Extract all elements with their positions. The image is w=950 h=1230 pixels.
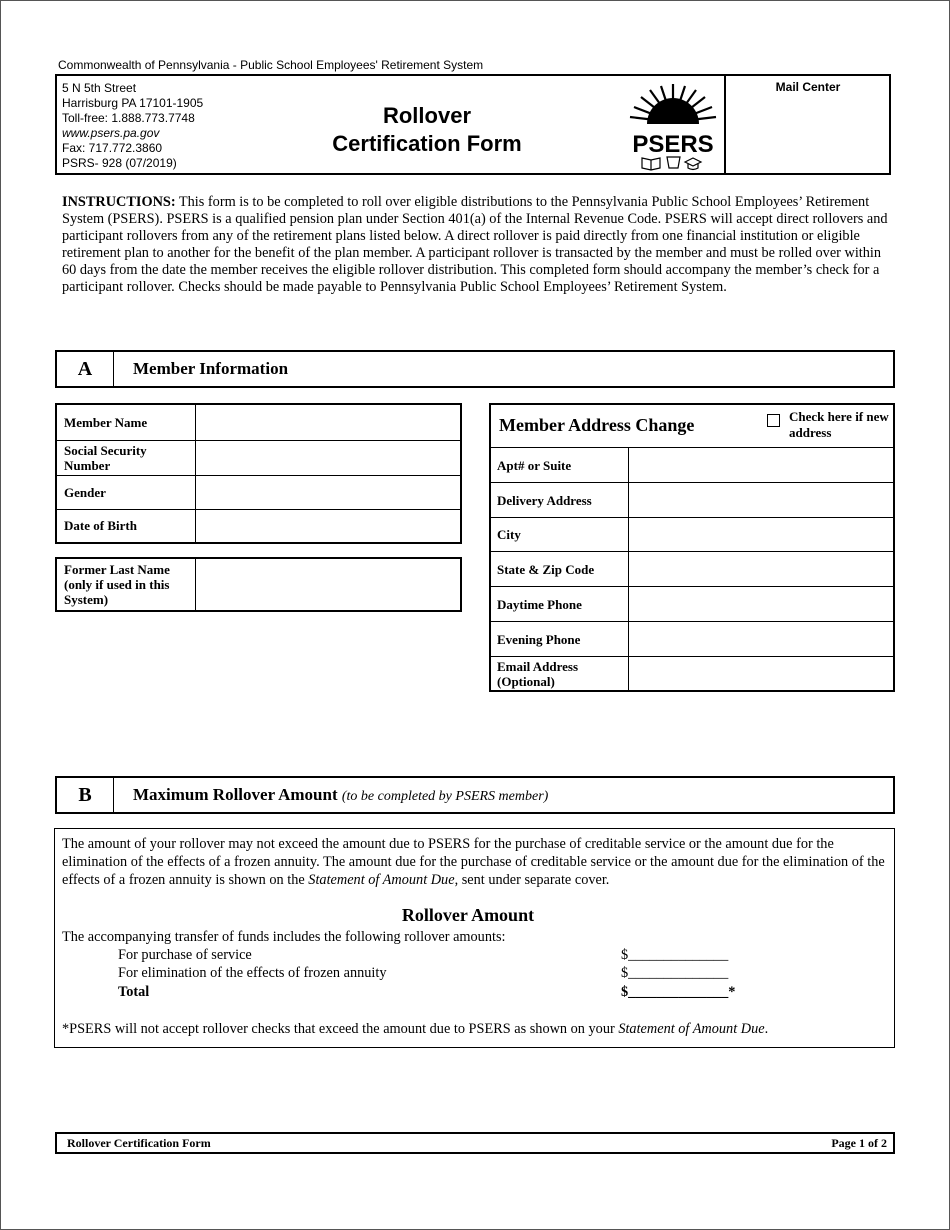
table-row <box>490 587 895 622</box>
logo-text: PSERS <box>632 131 714 158</box>
form-title-line1: Rollover <box>382 103 472 128</box>
ssn-field[interactable] <box>195 440 461 475</box>
address-change-title: Member Address Change <box>499 415 695 435</box>
former-name-field[interactable] <box>195 558 461 611</box>
agency-name: Commonwealth of Pennsylvania - Public School Employees' Retirement System <box>58 58 484 72</box>
table-row <box>56 558 461 611</box>
statement-of-amount-due: Statement of Amount Due <box>308 872 455 888</box>
footer-form-name: Rollover Certification Form <box>67 1136 211 1150</box>
header-box <box>55 74 891 175</box>
rollover-intro: The accompanying transfer of funds includes the following rollover amounts: <box>62 929 506 945</box>
evening-phone-field[interactable] <box>629 622 895 657</box>
dob-label: Date of Birth <box>56 509 195 543</box>
table-row <box>56 509 461 543</box>
purchase-service-label: For purchase of service <box>118 947 252 963</box>
apt-label: Apt# or Suite <box>490 448 629 483</box>
table-row <box>490 483 895 518</box>
former-name-label: Former Last Name (only if used in this System) <box>56 558 195 611</box>
section-a-header <box>55 350 895 388</box>
instructions <box>62 194 890 296</box>
page-footer <box>55 1132 895 1154</box>
total-amount[interactable]: $______________* <box>621 984 736 1000</box>
psers-logo <box>627 80 719 172</box>
table-row <box>56 440 461 475</box>
footer-page-number: Page 1 of 2 <box>831 1136 887 1150</box>
table-row <box>490 552 895 587</box>
section-b-subtitle: (to be completed by PSERS member) <box>341 789 549 804</box>
header-divider <box>724 76 726 173</box>
section-b-header <box>55 776 895 814</box>
evening-phone-label: Evening Phone <box>490 622 629 657</box>
section-b-title-text: Maximum Rollover Amount <box>133 785 338 804</box>
gender-label: Gender <box>56 475 195 509</box>
contact-tollfree: Toll-free: 1.888.773.7748 <box>62 111 195 125</box>
contact-street: 5 N 5th Street <box>62 81 137 95</box>
frozen-annuity-amount[interactable]: $______________ <box>621 965 729 981</box>
city-label: City <box>490 518 629 552</box>
section-a-letter: A <box>57 352 114 386</box>
rollover-amount-box <box>54 828 895 1048</box>
email-label: Email Address (Optional) <box>490 657 629 692</box>
state-zip-label: State & Zip Code <box>490 552 629 587</box>
address-change-box <box>489 403 895 692</box>
table-row <box>490 448 895 483</box>
delivery-address-field[interactable] <box>629 483 895 518</box>
section-b-letter: B <box>57 778 114 812</box>
rollover-explanation-part1: The amount of your rollover may not exceed the amount due to PSERS for the purchase of creditable service or the amount due for the elimination of the effects of a frozen annuity. The amount due for the purchase of creditable service or the amount due for the elimination of the effects of a frozen annuity is shown on the <box>62 836 885 888</box>
gender-field[interactable] <box>195 475 461 509</box>
frozen-annuity-label: For elimination of the effects of frozen annuity <box>118 965 387 981</box>
instructions-label: INSTRUCTIONS: <box>62 194 176 210</box>
rollover-amount-heading: Rollover Amount <box>401 905 535 925</box>
contact-city: Harrisburg PA 17101-1905 <box>62 96 204 110</box>
new-address-checkbox[interactable] <box>767 414 780 427</box>
table-row <box>56 475 461 509</box>
daytime-phone-field[interactable] <box>629 587 895 622</box>
address-table <box>489 447 895 692</box>
note-statement-of-amount-due: Statement of Amount Due <box>618 1021 765 1037</box>
contact-block <box>62 81 203 171</box>
table-row <box>490 518 895 552</box>
form-number: PSRS- 928 (07/2019) <box>62 156 177 170</box>
table-row <box>490 622 895 657</box>
rollover-explanation-part2: , sent under separate cover. <box>454 872 610 888</box>
table-row <box>490 657 895 692</box>
rollover-explanation <box>62 835 888 889</box>
form-title-line2: Certification Form <box>332 131 522 156</box>
new-address-checkbox-label: Check here if new address <box>789 409 889 440</box>
rollover-note-part1: *PSERS will not accept rollover checks that exceed the amount due to PSERS as shown on your <box>62 1021 619 1037</box>
form-title <box>297 102 557 158</box>
total-label: Total <box>118 984 150 1000</box>
delivery-address-label: Delivery Address <box>490 483 629 518</box>
dob-field[interactable] <box>195 509 461 543</box>
rollover-note <box>62 1021 768 1038</box>
address-change-header <box>491 405 893 448</box>
member-info-table <box>55 403 462 544</box>
member-name-label: Member Name <box>56 404 195 440</box>
contact-website[interactable]: www.psers.pa.gov <box>62 126 160 140</box>
state-zip-field[interactable] <box>629 552 895 587</box>
purchase-service-amount[interactable]: $______________ <box>621 947 729 963</box>
mail-center-label: Mail Center <box>775 80 841 94</box>
daytime-phone-label: Daytime Phone <box>490 587 629 622</box>
section-b-title <box>133 778 548 814</box>
ssn-label: Social Security Number <box>56 440 195 475</box>
contact-fax: Fax: 717.772.3860 <box>62 141 163 155</box>
former-name-table <box>55 557 462 612</box>
table-row <box>56 404 461 440</box>
apt-field[interactable] <box>629 448 895 483</box>
instructions-text: This form is to be completed to roll over eligible distributions to the Pennsylvania Public School Employees’ Retirement System (PSERS). PSERS is a qualified pension plan under Section 401(a) of the Internal Revenue Code. PSERS will accept direct rollovers and participant rollovers from any of the retirement plans listed below. A direct rollover is paid directly from one financial institution or eligible retirement plan to another for the benefit of the plan member. A participant rollover is transacted by the member and must be rolled over within 60 days from the date the member receives the eligible rollover distribution. This completed form should accompany the member’s check for a participant rollover. Checks should be made payable to Pennsylvania Public School Employees’ Retirement System. <box>62 194 888 295</box>
city-field[interactable] <box>629 518 895 552</box>
member-name-field[interactable] <box>195 404 461 440</box>
section-a-title: Member Information <box>133 359 289 378</box>
rollover-note-part2: . <box>764 1021 769 1037</box>
email-field[interactable] <box>629 657 895 692</box>
